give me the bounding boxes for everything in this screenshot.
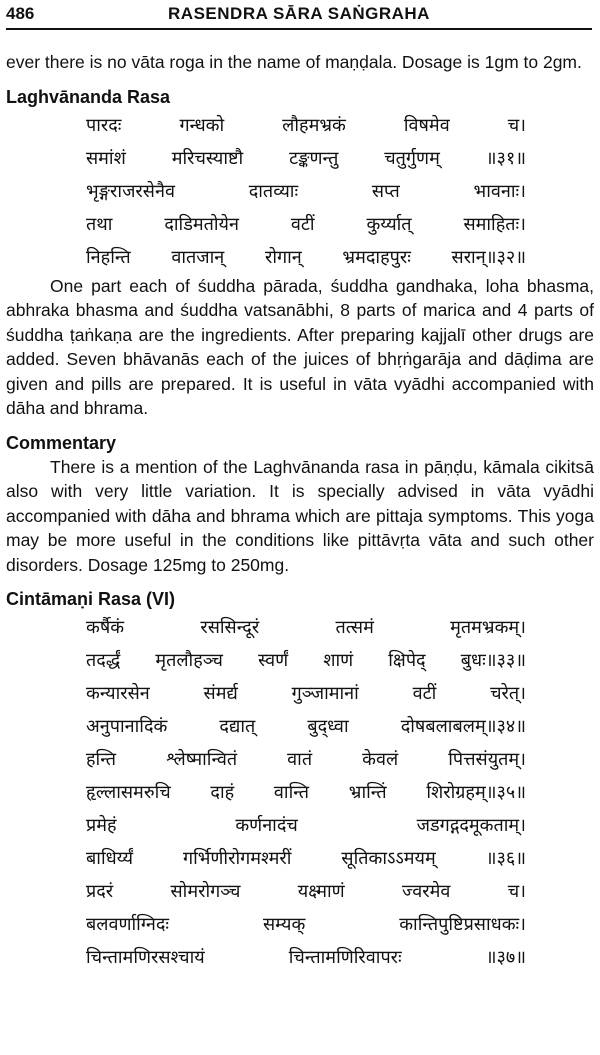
laghvananda-paragraph: One part each of śuddha pārada, śuddha gandhaka, loha bhasma, abhraka bhasma and śuddha vatsanābhi, 8 parts of marica and 4 parts of śuddha ṭaṅkaṇa are the ingredients. After preparing kajjalī other drugs are added. Seven bhāvanās each of the juices of bhṛṅgarāja and dāḍima are given and pills are prepared. It is useful in vāta vyādhi accompanied with dāha and bhrama. (6, 275, 594, 418)
section-heading-laghvananda: Laghvānanda Rasa (6, 86, 171, 107)
verse-line: भृङ्गराजरसेनैव दातव्याः सप्त भावनाः। (86, 180, 526, 202)
verse-line: चिन्तामणिरसश्चायं चिन्तामणिरिवापरः ॥३७॥ (86, 947, 526, 968)
verse-line: कर्षैकं रससिन्दूरं तत्समं मृतमभ्रकम्। (86, 617, 526, 638)
verse-line: हन्ति श्लेष्मान्वितं वातं केवलं पित्तसंयुतम्। (86, 749, 526, 770)
verse-line: अनुपानादिकं दद्यात् बुद्ध्वा दोषबलाबलम्॥३४॥ (86, 716, 526, 737)
verse-line: तथा दाडिमतोयेन वटीं कुर्य्यात् समाहितः। (86, 213, 526, 235)
verse-block-cintamani (86, 611, 526, 974)
verse-line: पारदः गन्धको लौहमभ्रकं विषमेव च। (86, 114, 526, 136)
running-title: RASENDRA SĀRA SAṄGRAHA (168, 4, 430, 23)
section-heading-cintamani: Cintāmaṇi Rasa (VI) (6, 589, 176, 609)
verse-line: बलवर्णाग्निदः सम्यक् कान्तिपुष्टिप्रसाधकः। (86, 914, 526, 935)
verse-line: तदर्द्धं मृतलौहञ्च स्वर्णं शाणं क्षिपेद् बुधः॥३३॥ (86, 650, 526, 671)
verse-block-laghvananda (86, 109, 526, 274)
verse-line: प्रदरं सोमरोगञ्च यक्ष्माणं ज्वरमेव च। (86, 881, 526, 902)
intro-paragraph: ever there is no vāta roga in the name of maṇḍala. Dosage is 1gm to 2gm. (6, 52, 582, 72)
verse-line: बाधिर्य्यं गर्भिणीरोगमश्मरीं सूतिकाऽऽमयम् ॥३६॥ (86, 848, 526, 869)
verse-line: कन्यारसेन संमर्द्य गुञ्जामानां वटीं चरेत्। (86, 683, 526, 704)
commentary-paragraph: There is a mention of the Laghvānanda rasa in pāṇḍu, kāmala cikitsā also with very little variation. It is specially advised in vāta vyādhi accompanied with dāha and bhrama which are pittaja symptoms. This yoga may be more useful in the conditions like pittāvṛta vāta and such other disorders. Dosage 125mg to 250mg. (6, 456, 594, 575)
page-body (6, 50, 594, 974)
page-header (6, 4, 592, 30)
verse-line: निहन्ति वातजान् रोगान् भ्रमदाहपुरः सरान्॥३२॥ (86, 246, 526, 268)
section-heading-commentary: Commentary (6, 432, 117, 453)
verse-line: हृल्लासमरुचि दाहं वान्ति भ्रान्तिं शिरोग्रहम्॥३५॥ (86, 782, 526, 803)
page-number: 486 (6, 4, 35, 23)
verse-line: प्रमेहं कर्णनादंच जडगद्गदमूकताम्। (86, 815, 526, 836)
verse-line: समांशं मरिचस्याष्टौ टङ्कणन्तु चतुर्गुणम् ॥३१॥ (86, 147, 526, 169)
